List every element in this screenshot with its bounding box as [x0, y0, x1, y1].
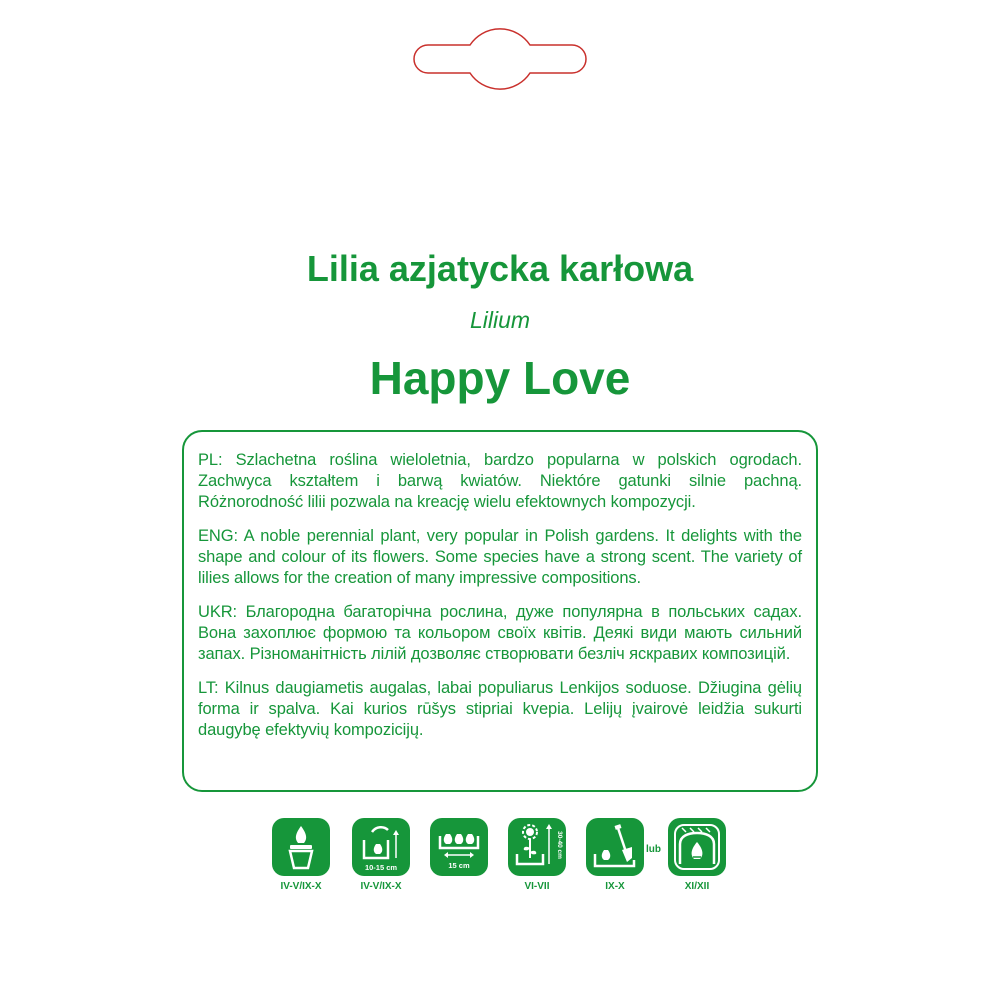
storage-icon: [668, 818, 726, 876]
spacing-inner-text: 15 cm: [448, 861, 470, 870]
icon-item-pot: [266, 818, 336, 892]
care-icons-row: [262, 818, 742, 898]
bulb-spacing-icon: [430, 818, 488, 876]
icon-item-spacing: [424, 818, 494, 881]
icon-label-digging: IX-X: [605, 881, 625, 892]
pot-planting-icon: [272, 818, 330, 876]
icon-item-depth: [346, 818, 416, 892]
variety-name: Happy Love: [369, 352, 631, 404]
digging-icon: [586, 818, 644, 876]
height-inner-text: 30-40 cm: [556, 831, 563, 859]
description-ukr: UKR: Благородна багаторічна рослина, дуже популярна в польських садах. Вона захоплює формою та кольором своїх квітів. Деякі види мають сильний запах. Різноманітність лілій дозволяє створювати безліч яскравих композицій.: [198, 603, 802, 663]
latin-name: Lilium: [469, 307, 531, 333]
hanger-hole-outline: [0, 0, 1000, 100]
icon-label-storage: XI/XII: [684, 881, 710, 892]
description-lt: LT: Kilnus daugiametis augalas, labai populiarus Lenkijos soduose. Džiugina gėlių forma ir spalva. Kai kurios rūšys stipriai kvepia. Lelijų įvairovė leidžia sukurti daugybę efektyvių kompozicijų.: [198, 679, 802, 739]
icon-item-flowering: [502, 818, 572, 892]
description-eng: ENG: A noble perennial plant, very popular in Polish gardens. It delights with the shape and colour of its flowers. Some species have a strong scent. The variety of lilies allows for the creation of many impressive compositions.: [198, 527, 802, 587]
common-name: Lilia azjatycka karłowa: [306, 248, 694, 289]
description-pl: PL: Szlachetna roślina wieloletnia, bardzo popularna w polskich ogrodach. Zachwyca kształtem i barwą kwiatów. Niektóre gatunki silnie pachną. Różnorodność lilii pozwala na kreację wielu efektownych kompozycji.: [198, 451, 802, 511]
icon-item-storage: [662, 818, 732, 892]
icon-item-digging: [580, 818, 650, 892]
description-box: [182, 430, 818, 792]
icon-label-pot: IV-V/IX-X: [280, 881, 322, 892]
or-separator: lub: [646, 844, 661, 855]
planting-depth-icon: [352, 818, 410, 876]
icon-label-flowering: VI-VII: [524, 881, 550, 892]
depth-inner-text: 10-15 cm: [364, 863, 398, 872]
flowering-height-icon: [508, 818, 566, 876]
icon-label-depth: IV-V/IX-X: [360, 881, 402, 892]
